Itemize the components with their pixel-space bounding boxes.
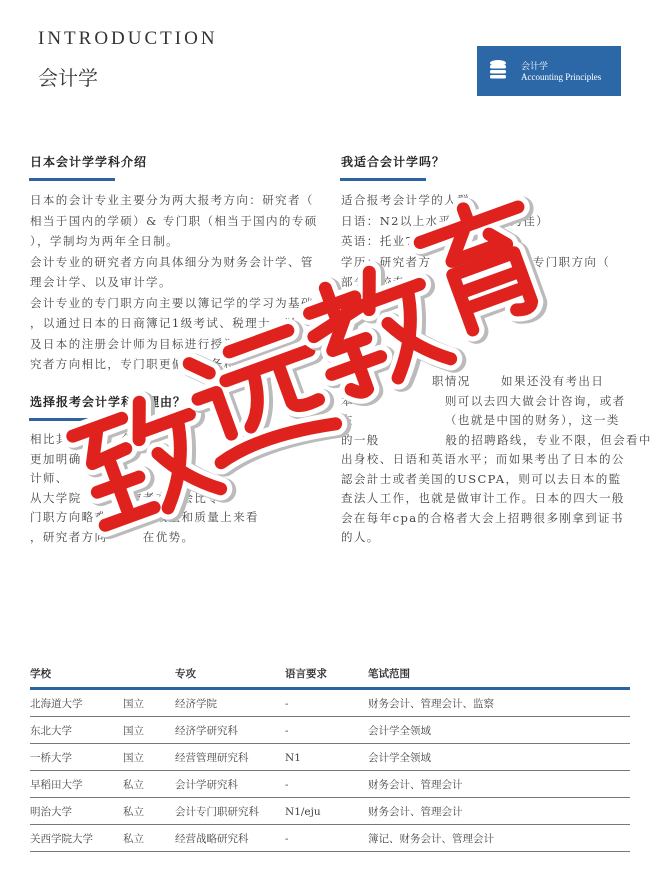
text-line: 职情况 如果还没有考出日: [341, 374, 605, 388]
subject-badge: [477, 46, 621, 96]
table-row: [30, 825, 630, 852]
col-language: 语言要求: [285, 662, 368, 689]
col-type: [123, 662, 175, 689]
text-line: 相当于国内的学硕）& 专门职（相当于国内的专硕: [30, 213, 318, 228]
intro-heading: INTRODUCTION: [38, 28, 218, 49]
text-line: 会在每年cpa的合格者大会上招聘很多刚拿到证书: [341, 510, 624, 525]
table-cell: 经营管理研究科: [175, 744, 285, 771]
text-line: 出身校、日语和英语水平；而如果考出了日本的公: [341, 452, 625, 466]
text-line: 学历：研究者方 为佳），专门职方向（: [341, 254, 611, 269]
table-cell: 早稻田大学: [30, 771, 123, 798]
text-line: 理会计学、以及审计学。: [30, 275, 172, 289]
table-cell: N1: [285, 744, 368, 771]
table-cell: -: [285, 825, 368, 852]
section-underline: [29, 418, 115, 421]
table-cell: 北海道大学: [30, 689, 123, 717]
text-line: 计师、: [30, 471, 69, 485]
table-cell: 簿记、财务会计、管理会计: [368, 825, 630, 852]
text-line: 的人。: [341, 530, 380, 544]
table-cell: 经济学研究科: [175, 717, 285, 744]
table-cell: 国立: [123, 689, 175, 717]
section-title-suitability: 我适合会计学吗？: [341, 155, 446, 169]
table-cell: 财务会计、管理会计: [368, 771, 630, 798]
school-table: [30, 662, 630, 852]
section-title-intro: 日本会计学学科介绍: [30, 155, 148, 169]
badge-title: 会计学: [521, 62, 549, 72]
col-school: 学校: [30, 662, 123, 689]
text-line: ，研究者方向 在优势。: [30, 529, 195, 544]
table-cell: 一桥大学: [30, 744, 123, 771]
text-line: 适合报考会计学的人群: [341, 193, 470, 207]
text-line: 本科专业：不: [341, 295, 419, 310]
text-line: 及日本的注册会计师为目标进行授课和学习。与: [30, 336, 301, 351]
database-stack-icon: [489, 59, 507, 83]
text-line: 相比其他专业，会: [30, 432, 134, 446]
table-cell: 东北大学: [30, 717, 123, 744]
text-line: 部分学校专科也 历为佳）: [341, 275, 539, 289]
table-cell: -: [285, 689, 368, 717]
col-major: 专攻: [175, 662, 285, 689]
table-cell: 会计学研究科: [175, 771, 285, 798]
table-row: [30, 798, 630, 825]
text-line: 的一般 般的招聘路线，专业不限，但会看中: [341, 432, 652, 447]
table-cell: 明治大学: [30, 798, 123, 825]
text-line: ），学制均为两年全日制。: [30, 234, 180, 248]
text-line: ，以通过日本的日商簿记1级考试、税理士、以: [30, 316, 297, 330]
table-cell: 关西学院大学: [30, 825, 123, 852]
table-cell: 财务会计、管理会计: [368, 798, 630, 825]
table-header: [30, 662, 630, 689]
text-line: 本 则可以去四大做会计咨询，或者: [341, 393, 626, 408]
text-line: 日本的会计专业主要分为两大报考方向：研究者（: [30, 193, 314, 207]
text-line: 日语：N2以上水平（N1水准为佳）: [341, 213, 550, 228]
badge-subtitle: Accounting Principles: [521, 72, 602, 82]
page-title: 会计学: [38, 66, 98, 90]
text-line: 查法人工作，也就是做审计工作。日本的四大一般: [341, 491, 625, 505]
text-line: 门职方向略难， 数量和质量上来看: [30, 510, 259, 524]
text-line: 究者方向相比，专门职更偏向实务和应: [30, 357, 250, 371]
table-cell: -: [285, 717, 368, 744]
table-cell: 财务会计、管理会计、监察: [368, 689, 630, 717]
table-cell: 经济学院: [175, 689, 285, 717]
table-cell: 经营战略研究科: [175, 825, 285, 852]
table-cell: 私立: [123, 771, 175, 798]
col-exam-scope: 笔试范围: [368, 662, 630, 689]
table-cell: 会计专门职研究科: [175, 798, 285, 825]
table-cell: N1/eju: [285, 798, 368, 825]
section-intro-body: [30, 190, 318, 375]
section-title-reasons: 选择报考会计学科的理由？: [30, 395, 187, 409]
text-line: 認会計士或者美国的USCPA，则可以去日本的監: [341, 471, 622, 486]
text-line: 更加明确: [30, 451, 82, 466]
table-cell: 国立: [123, 744, 175, 771]
text-line: 会计专业的专门职方向主要以簿记学的学习为基础: [30, 295, 314, 310]
text-line: 在 （也就是中国的财务），这一类: [341, 413, 620, 427]
section-career-body: [341, 372, 652, 548]
text-line: 会计专业的研究者方向具体细分为财务会计学、管: [30, 254, 314, 269]
text-line: 英语：托业750以上: [341, 234, 458, 248]
text-line: 从大学院 研究者方向会比专: [30, 490, 221, 505]
table-cell: 会计学全领域: [368, 717, 630, 744]
table-row: [30, 689, 630, 717]
table-row: [30, 744, 630, 771]
section-reasons-body: [30, 430, 259, 547]
section-underline: [29, 178, 115, 181]
section-suitability-body: [341, 190, 610, 313]
table-cell: 私立: [123, 798, 175, 825]
table-cell: 会计学全领域: [368, 744, 630, 771]
section-underline: [340, 178, 426, 181]
table-cell: 国立: [123, 717, 175, 744]
table-row: [30, 717, 630, 744]
table-row: [30, 771, 630, 798]
table-cell: -: [285, 771, 368, 798]
table-cell: 私立: [123, 825, 175, 852]
